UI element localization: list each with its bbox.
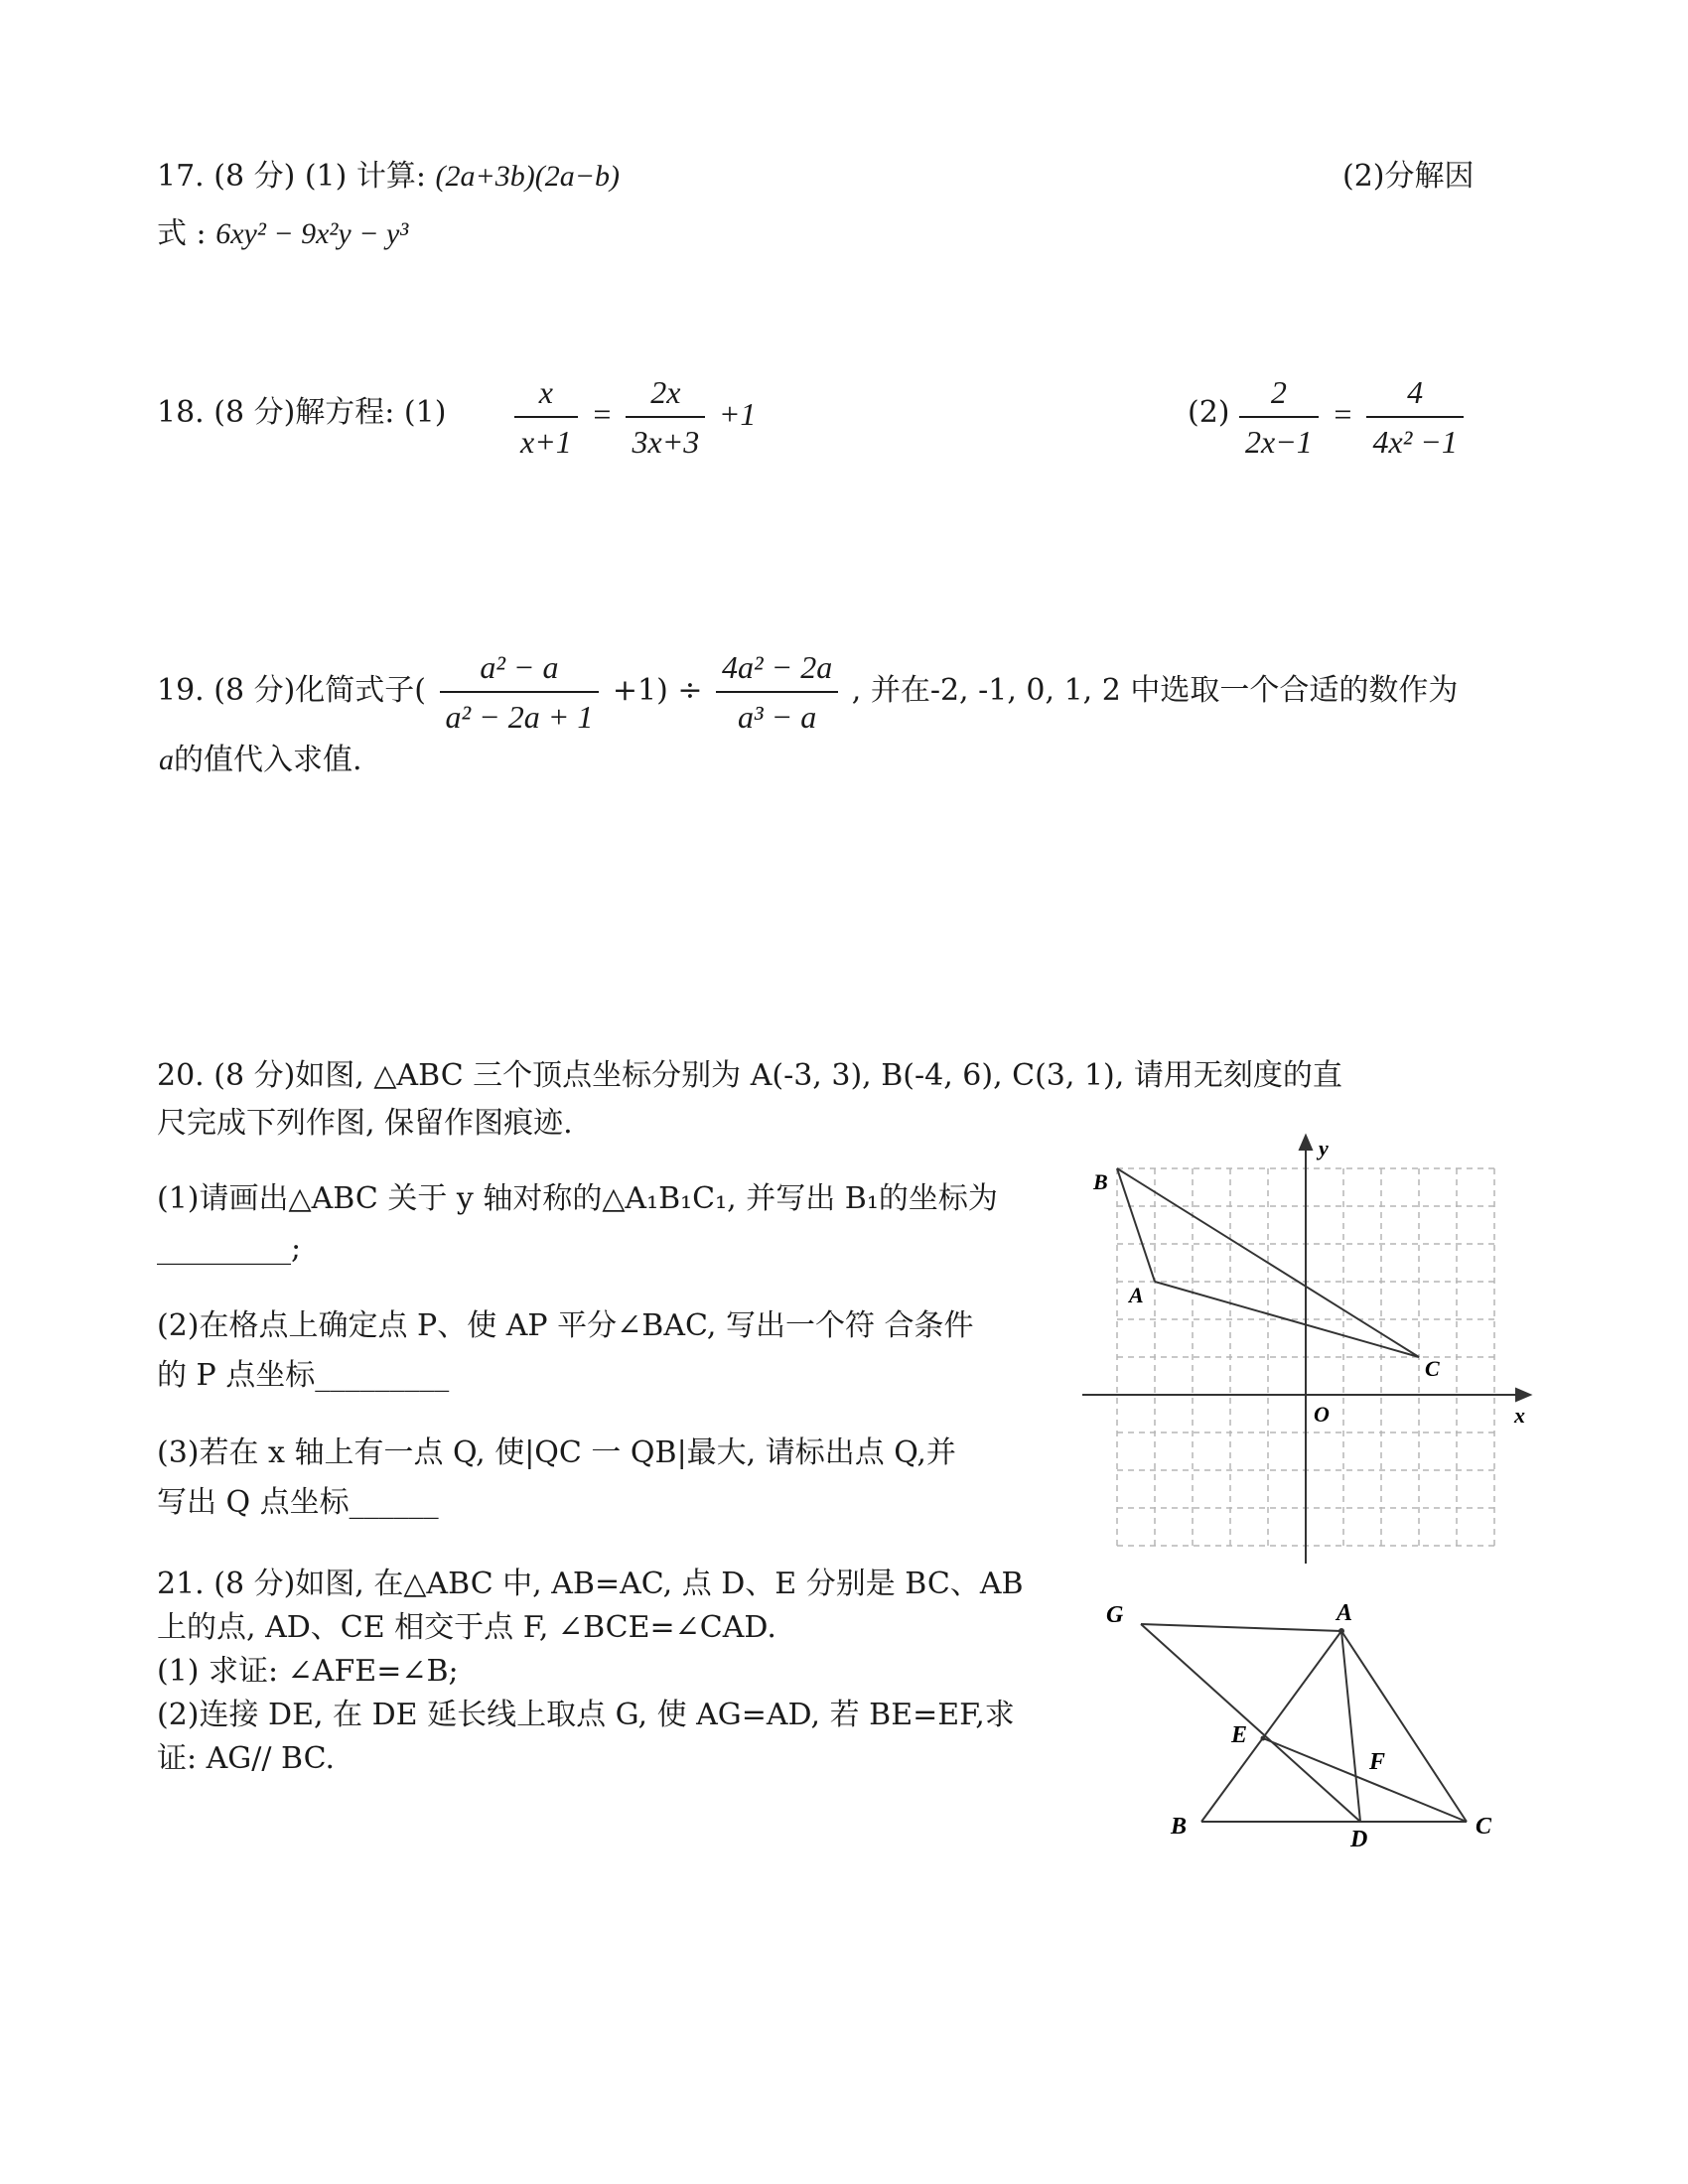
q20-p3a xyxy=(157,1435,956,1471)
q18-eq1-right-fraction xyxy=(626,370,705,464)
label-x: x xyxy=(1514,1403,1525,1428)
q18-eq2-rnum: 4 xyxy=(1366,370,1463,418)
q17-expr1: (2a+3b)(2a−b) xyxy=(435,160,620,193)
q20-p3a-text: (3)若在 x 轴上有一点 Q, 使|QC 一 QB|最大, 请标出点 Q,并 xyxy=(157,1435,956,1470)
label-f: F xyxy=(1369,1749,1386,1775)
q19-line2 xyxy=(159,743,362,778)
q21-l5-text: 证: AG// BC. xyxy=(157,1741,336,1776)
label-g: G xyxy=(1106,1602,1124,1628)
q21-l4 xyxy=(157,1698,1015,1733)
q17-part2 xyxy=(1342,159,1475,195)
label-d: D xyxy=(1350,1827,1368,1852)
segment-ga xyxy=(1141,1624,1341,1631)
q18-eq1-tail: +1 xyxy=(718,396,757,432)
q20-p2a-text: (2)在格点上确定点 P、使 AP 平分∠BAC, 写出一个符 合条件 xyxy=(157,1308,974,1343)
segment-ad xyxy=(1341,1631,1360,1822)
q18-part2 xyxy=(1188,395,1230,431)
q20-p1a-text: (1)请画出△ABC 关于 y 轴对称的△A₁B₁C₁, 并写出 B₁的坐标为 xyxy=(157,1181,998,1216)
q21-l5 xyxy=(157,1741,335,1777)
q18-eq1-lden: x+1 xyxy=(520,424,572,460)
label-c: C xyxy=(1425,1356,1440,1381)
label-a: A xyxy=(1129,1283,1144,1307)
q18-eq1-equals: = xyxy=(591,396,613,432)
q20-coordinate-figure xyxy=(1077,1132,1554,1569)
q18-eq1-lnum: x xyxy=(514,370,578,418)
q17-line2 xyxy=(157,216,408,252)
q17-line1 xyxy=(157,159,620,195)
q18-eq1-rnum: 2x xyxy=(626,370,705,418)
q21-l2 xyxy=(157,1610,776,1646)
x-axis-arrow-icon xyxy=(1516,1389,1530,1401)
q20-line1 xyxy=(157,1058,1342,1094)
segment-ec xyxy=(1263,1738,1467,1822)
q19-tail: , 并在-2, -1, 0, 1, 2 中选取一个合适的数作为 xyxy=(851,673,1459,708)
label-a: A xyxy=(1336,1600,1353,1626)
q20-p3b xyxy=(157,1485,439,1521)
point-e-dot xyxy=(1261,1736,1266,1741)
q21-l1-text: 21. (8 分)如图, 在△ABC 中, AB=AC, 点 D、E 分别是 BC、AB xyxy=(157,1567,1024,1601)
y-axis-arrow-icon xyxy=(1300,1136,1312,1150)
q20-p1b-text: _________; xyxy=(157,1231,302,1266)
q20-p1a xyxy=(157,1181,998,1217)
q18-eq1 xyxy=(510,370,756,464)
q18-eq2-right-fraction xyxy=(1366,370,1463,464)
q18-eq2-rden: 4x² −1 xyxy=(1372,424,1458,460)
q19-f1-num: a² − a xyxy=(440,645,600,693)
q19-fraction2 xyxy=(716,645,838,739)
q19-var-a: a xyxy=(159,744,174,776)
q20-p2a xyxy=(157,1308,973,1344)
label-o: O xyxy=(1314,1402,1330,1427)
q19-f2-num: 4a² − 2a xyxy=(716,645,838,693)
q18-head-text: 18. (8 分)解方程: (1) xyxy=(157,395,447,430)
point-a-dot xyxy=(1338,1628,1344,1634)
segment-ac xyxy=(1341,1631,1467,1822)
q19-f1-den: a² − 2a + 1 xyxy=(445,699,594,735)
q19-fraction1 xyxy=(440,645,600,739)
label-b: B xyxy=(1171,1814,1188,1840)
q19-line1 xyxy=(157,645,1458,739)
q21-geometry-figure xyxy=(1092,1588,1509,1852)
q17-expr2: 6xy² − 9x²y − y³ xyxy=(215,217,409,250)
q21-l2-text: 上的点, AD、CE 相交于点 F, ∠BCE=∠CAD. xyxy=(157,1610,776,1645)
q18-eq2-left-fraction xyxy=(1239,370,1319,464)
q19-head: 19. (8 分)化简式子( xyxy=(157,673,426,708)
q20-line2 xyxy=(157,1106,573,1142)
label-e: E xyxy=(1231,1722,1248,1748)
q18-eq2-lnum: 2 xyxy=(1239,370,1319,418)
label-y: y xyxy=(1319,1136,1329,1160)
q21-l3 xyxy=(157,1654,459,1690)
q18-eq2-equals: = xyxy=(1332,396,1353,432)
edge-bc xyxy=(1117,1168,1419,1357)
q21-l3-text: (1) 求证: ∠AFE=∠B; xyxy=(157,1654,459,1689)
label-c: C xyxy=(1476,1814,1492,1840)
q20-line2-text: 尺完成下列作图, 保留作图痕迹. xyxy=(157,1106,573,1141)
edge-ba xyxy=(1117,1168,1155,1282)
triangle-abc xyxy=(1117,1168,1419,1357)
q18-part2-label: (2) xyxy=(1188,395,1230,430)
axes xyxy=(1082,1136,1530,1564)
q20-p1b xyxy=(157,1231,301,1267)
q20-p3b-text: 写出 Q 点坐标______ xyxy=(157,1485,439,1520)
q19-mid: +1) ÷ xyxy=(612,673,703,708)
q18-eq2 xyxy=(1235,370,1468,464)
q18-eq1-left-fraction xyxy=(514,370,578,464)
q19-f2-den: a³ − a xyxy=(738,699,817,735)
segment-ab xyxy=(1201,1631,1341,1822)
q18-eq2-lden: 2x−1 xyxy=(1245,424,1313,460)
q17-part2-label: (2)分解因 xyxy=(1342,159,1475,194)
q18-eq1-rden: 3x+3 xyxy=(632,424,700,460)
q20-p2b-text: 的 P 点坐标_________ xyxy=(157,1358,450,1393)
q19-line2-text: 的值代入求值. xyxy=(174,743,362,777)
segment-gd xyxy=(1141,1624,1360,1822)
q18-head xyxy=(157,395,446,431)
q17-head: 17. (8 分) (1) 计算: xyxy=(157,159,426,194)
label-b: B xyxy=(1093,1169,1108,1194)
q17-line2-prefix: 式 : xyxy=(157,216,207,251)
q20-p2b xyxy=(157,1358,449,1394)
q20-line1-text: 20. (8 分)如图, △ABC 三个顶点坐标分别为 A(-3, 3), B(-4, 6), C(3, 1), 请用无刻度的直 xyxy=(157,1058,1342,1093)
q21-l1 xyxy=(157,1567,1024,1602)
q21-l4-text: (2)连接 DE, 在 DE 延长线上取点 G, 使 AG=AD, 若 BE=EF,求 xyxy=(157,1698,1015,1732)
